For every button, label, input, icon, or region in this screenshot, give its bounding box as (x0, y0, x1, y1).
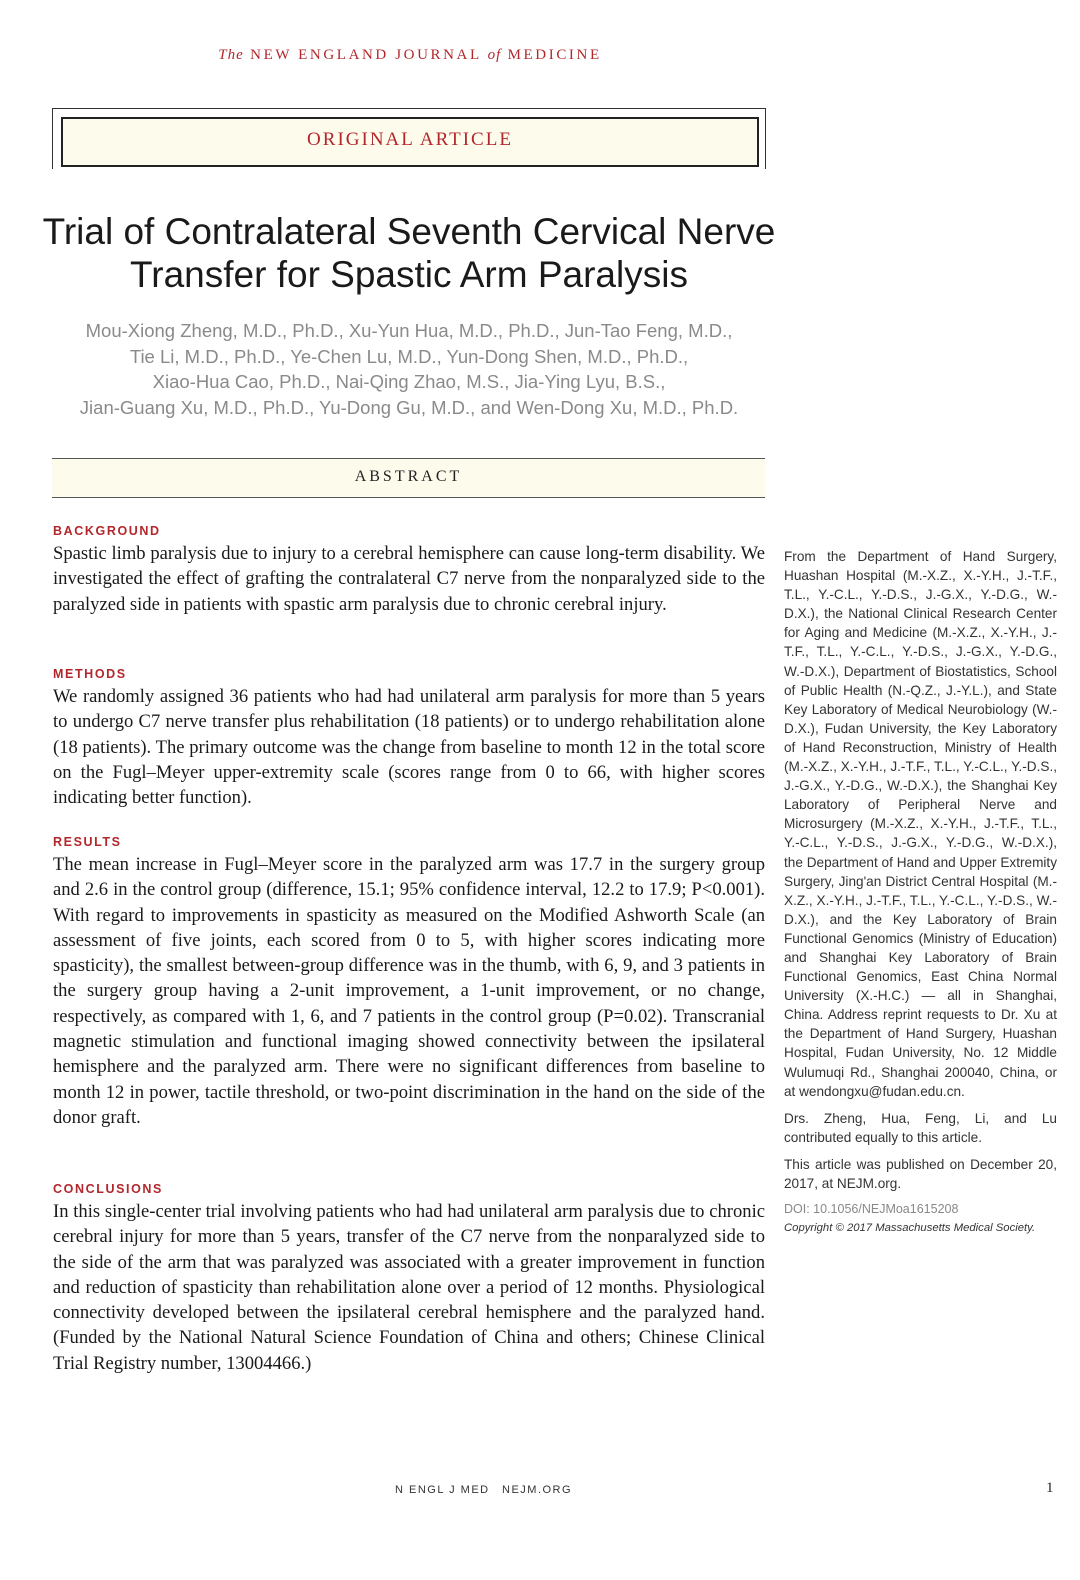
doi-link[interactable]: DOI: 10.1056/NEJMoa1615208 (784, 1202, 959, 1217)
article-type-label: ORIGINAL ARTICLE (307, 129, 513, 150)
footer-site-link[interactable]: NEJM.ORG (502, 1484, 573, 1496)
masthead-medicine: MEDICINE (507, 47, 602, 63)
author-line: Mou-Xiong Zheng, M.D., Ph.D., Xu-Yun Hua, M.D., Ph.D., Jun-Tao Feng, M.D., (85, 320, 733, 341)
equal-contribution-note: Drs. Zheng, Hua, Feng, Li, and Lu contributed equally to this article. (784, 1110, 1057, 1145)
abstract-background-section (53, 524, 765, 617)
page-number: 1 (1046, 1480, 1054, 1496)
abstract-header-band (52, 458, 765, 498)
section-text-results: The mean increase in Fugl–Meyer score in the paralyzed arm was 17.7 in the surgery group and 2.6 in the control group (difference, 15.1; 95% confidence interval, 12.2 to 17.9; P<0.001). With regard to improvements in spasticity as measured on the Modified Ashworth Scale (an assessment of five joints, each scored from 0 to 5, with higher scores indicating more spasticity), the smallest between-group difference was in the thumb, with 6, 9, and 3 patients in the surgery group having a 2-unit improvement, a 1-unit improvement, or no change, respectively, as compared with 1, 6, and 7 patients in the control group (P=0.02). Transcranial magnetic stimulation and functional imaging showed connectivity between the ipsilateral hemisphere and the paralyzed arm. There were no significant differences from baseline to month 12 in power, tactile threshold, or two-point discrimination in the hand on the side of the donor graft. (53, 854, 765, 1128)
affiliations-note: From the Department of Hand Surgery, Huashan Hospital (M.-X.Z., X.-Y.H., J.-T.F., T.L., Y.-C.L., Y.-D.S., J.-G.X., Y.-D.G., W.-D.X.), the National Clinical Research Center for Aging and Medicine (M.-X.Z., X.-Y.H., J.-T.F., T.L., Y.-C.L., Y.-D.S., J.-G.X., Y.-D.G., W.-D.X.), Department of Biostatistics, School of Public Health (N.-Q.Z., J.-Y.L.), and State Key Laboratory of Medical Neurobiology (W.-D.X.), Fudan University, the Key Laboratory of Hand Reconstruction, Ministry of Health (M.-X.Z., X.-Y.H., J.-T.F., T.L., Y.-C.L., Y.-D.S., J.-G.X., Y.-D.G., W.-D.X.), the Shanghai Key Laboratory of Peripheral Nerve and Microsurgery (M.-X.Z., X.-Y.H., J.-T.F., T.L., Y.-C.L., Y.-D.S., J.-G.X., Y.-D.G., W.-D.X.), the Department of Hand and Upper Extremity Surgery, Jing'an District Central Hospital (M.-X.Z., X.-Y.H., J.-T.F., T.L., Y.-C.L., Y.-D.S., W.-D.X.), and the Key Laboratory of Brain Functional Genomics (Ministry of Education) and Shanghai Key Laboratory of Brain Functional Genomics, East China Normal University (X.-H.C.) — all in Shanghai, China. Address reprint requests to Dr. Xu at the Department of Hand Surgery, Huashan Hospital, Fudan University, No. 12 Middle Wulumuqi Rd., Shanghai 200040, China, or at wendongxu@fudan.edu.cn. (784, 549, 1057, 1099)
section-text-conclusions: In this single-center trial involving patients who had had unilateral arm paralysis due to chronic cerebral injury for more than 5 years, transfer of the C7 nerve from the nonparalyzed side to the side of the arm that was paralyzed was associated with a greater improvement in function and reduction of spasticity than rehabilitation alone over a period of 12 months. Physiological connectivity developed between the ipsilateral cerebral hemisphere and the paralyzed hand. (Funded by the National Natural Science Foundation of China and others; Chinese Clinical Trial Registry number, 13004466.) (53, 1201, 765, 1374)
section-text-background: Spastic limb paralysis due to injury to a cerebral hemisphere can cause long-term disability. We investigated the effect of grafting the contralateral C7 nerve from the nonparalyzed side to the paralyzed side in patients with spastic arm paralysis due to chronic cerebral injury. (53, 543, 765, 615)
author-line: Tie Li, M.D., Ph.D., Ye-Chen Lu, M.D., Yun-Dong Shen, M.D., Ph.D., (129, 345, 689, 367)
abstract-conclusions-section (53, 1182, 765, 1376)
article-type-box (61, 117, 759, 167)
section-heading-methods: METHODS (53, 667, 127, 681)
abstract-results-section (53, 835, 765, 1130)
footer-journal-abbrev: N ENGL J MED (395, 1484, 490, 1496)
article-sidebar (784, 547, 1057, 1238)
masthead-name: NEW ENGLAND JOURNAL (250, 47, 482, 63)
publication-date-note: This article was published on December 20, 2017, at NEJM.org. (784, 1156, 1057, 1191)
journal-masthead (0, 47, 820, 64)
abstract-methods-section (53, 667, 765, 810)
section-text-methods: We randomly assigned 36 patients who had had unilateral arm paralysis for more than 5 years to undergo C7 nerve transfer plus rehabilitation (18 patients) or to undergo rehabilitation alone (18 patients). The primary outcome was the change from baseline to month 12 in the total score on the Fugl–Meyer upper-extremity scale (scores range from 0 to 66, with higher scores indicating better function). (53, 686, 765, 809)
section-heading-results: RESULTS (53, 835, 122, 849)
author-list (40, 318, 778, 420)
masthead-of: of (487, 47, 502, 63)
copyright-note: Copyright © 2017 Massachusetts Medical Society. (784, 1222, 1036, 1235)
abstract-label: ABSTRACT (354, 468, 463, 485)
author-line: Jian-Guang Xu, M.D., Ph.D., Yu-Dong Gu, M.D., and Wen-Dong Xu, M.D., Ph.D. (79, 396, 739, 418)
author-line: Xiao-Hua Cao, Ph.D., Nai-Qing Zhao, M.S., Jia-Ying Lyu, B.S., (152, 371, 666, 392)
section-heading-conclusions: CONCLUSIONS (53, 1182, 163, 1196)
masthead-the: The (218, 47, 244, 63)
section-heading-background: BACKGROUND (53, 524, 161, 538)
article-title: Trial of Contralateral Seventh Cervical Nerve Transfer for Spastic Arm Paralysis (42, 211, 776, 295)
